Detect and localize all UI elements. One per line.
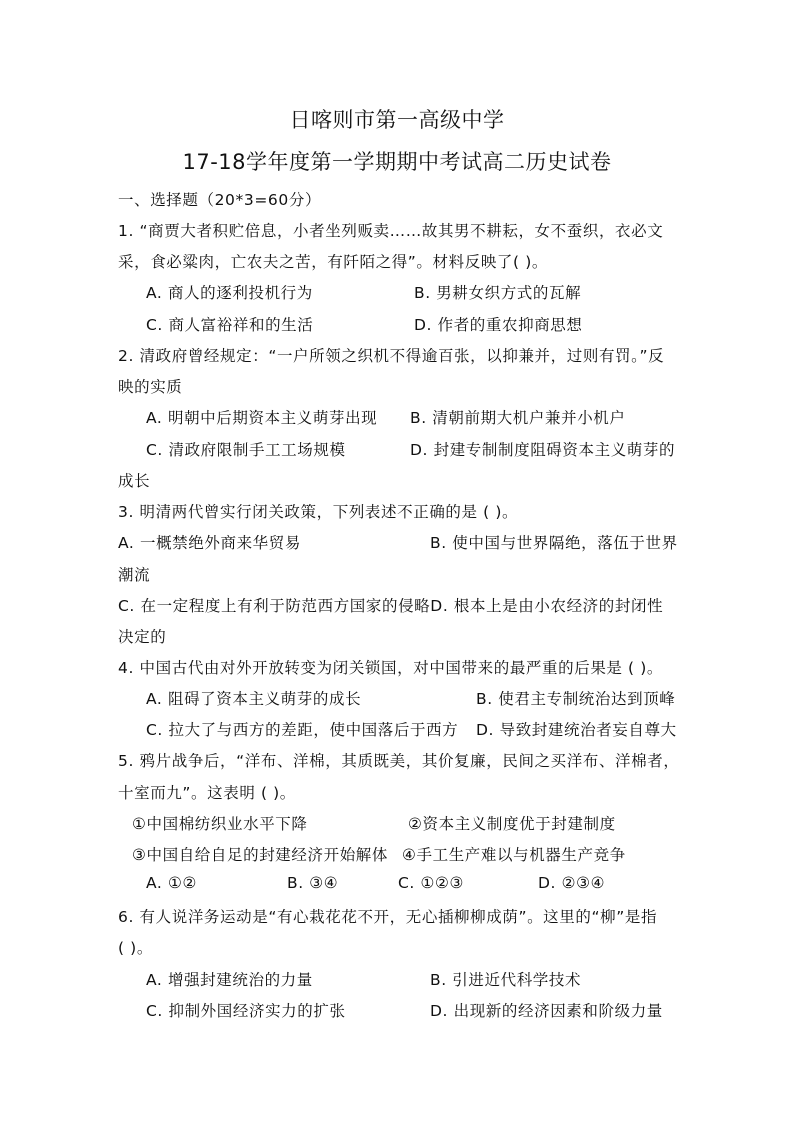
q3-option-a: A. 一概禁绝外商来华贸易 [118,534,301,552]
q3-option-d-wrap: 决定的 [118,628,167,646]
q2-stem-line-1: 2. 清政府曾经规定：“一户所领之织机不得逾百张，以抑兼并，过则有罚。”反 [118,347,665,365]
q5-statement-2: ②资本主义制度优于封建制度 [408,815,616,833]
q4-option-b: B. 使君主专制统治达到顶峰 [476,690,676,708]
q3-option-b: B. 使中国与世界隔绝，落伍于世界 [430,534,678,552]
q5-stem-line-1: 5. 鸦片战争后，“洋布、洋棉，其质既美，其价复廉，民间之买洋布、洋棉者， [118,752,680,770]
q6-stem-line-2: ( )。 [118,939,153,957]
q6-stem-line-1: 6. 有人说洋务运动是“有心栽花花不开，无心插柳柳成荫”。这里的“柳”是指 [118,908,658,926]
q5-option-a: A. ①② [146,874,197,892]
q5-option-b: B. ③④ [287,874,339,892]
q6-option-b: B. 引进近代科学技术 [430,971,582,989]
q6-option-a: A. 增强封建统治的力量 [146,971,313,989]
q5-statement-3: ③中国自给自足的封建经济开始解体 [132,846,388,864]
q3-options-c-d: C. 在一定程度上有利于防范西方国家的侵略D. 根本上是由小农经济的封闭性 [118,597,664,615]
q4-option-c: C. 拉大了与西方的差距，使中国落后于西方 [146,721,459,739]
q6-option-c: C. 抑制外国经济实力的扩张 [146,1002,346,1020]
q1-stem-line-2: 采，食必粱肉，亡农夫之苦，有阡陌之得”。材料反映了( )。 [118,253,548,271]
q1-stem-line-1: 1. “商贾大者积贮倍息，小者坐列贩卖……故其男不耕耘，女不蚕织，衣必文 [118,222,664,240]
q1-option-b: B. 男耕女织方式的瓦解 [414,284,582,302]
q5-option-d: D. ②③④ [538,874,606,892]
exam-title: 17-18学年度第一学期期中考试高二历史试卷 [182,150,612,174]
q2-stem-line-2: 映的实质 [118,378,183,396]
q2-option-d-wrap: 成长 [118,472,151,490]
q4-option-d: D. 导致封建统治者妄自尊大 [476,721,677,739]
section-heading: 一、选择题（20*3=60分） [118,191,322,209]
q2-option-d: D. 封建专制制度阻碍资本主义萌芽的 [410,441,676,459]
q2-option-a: A. 明朝中后期资本主义萌芽出现 [146,409,378,427]
q3-stem: 3. 明清两代曾实行闭关政策，下列表述不正确的是 ( )。 [118,503,519,521]
q6-option-d: D. 出现新的经济因素和阶级力量 [430,1002,663,1020]
q1-option-c: C. 商人富裕祥和的生活 [146,316,314,334]
q5-stem-line-2: 十室而九”。这表明 ( )。 [118,784,296,802]
q5-option-c: C. ①②③ [398,874,464,892]
q5-statement-1: ①中国棉纺织业水平下降 [132,815,308,833]
q2-option-c: C. 清政府限制手工工场规模 [146,441,346,459]
q5-statement-4: ④手工生产难以与机器生产竞争 [402,846,626,864]
school-title: 日喀则市第一高级中学 [289,108,505,132]
q4-option-a: A. 阻碍了资本主义萌芽的成长 [146,690,362,708]
q2-option-b: B. 清朝前期大机户兼并小机户 [410,409,626,427]
q3-option-b-wrap: 潮流 [118,566,151,584]
q1-option-d: D. 作者的重农抑商思想 [414,316,583,334]
q1-option-a: A. 商人的逐利投机行为 [146,284,313,302]
q4-stem: 4. 中国古代由对外开放转变为闭关锁国，对中国带来的最严重的后果是 ( )。 [118,659,663,677]
